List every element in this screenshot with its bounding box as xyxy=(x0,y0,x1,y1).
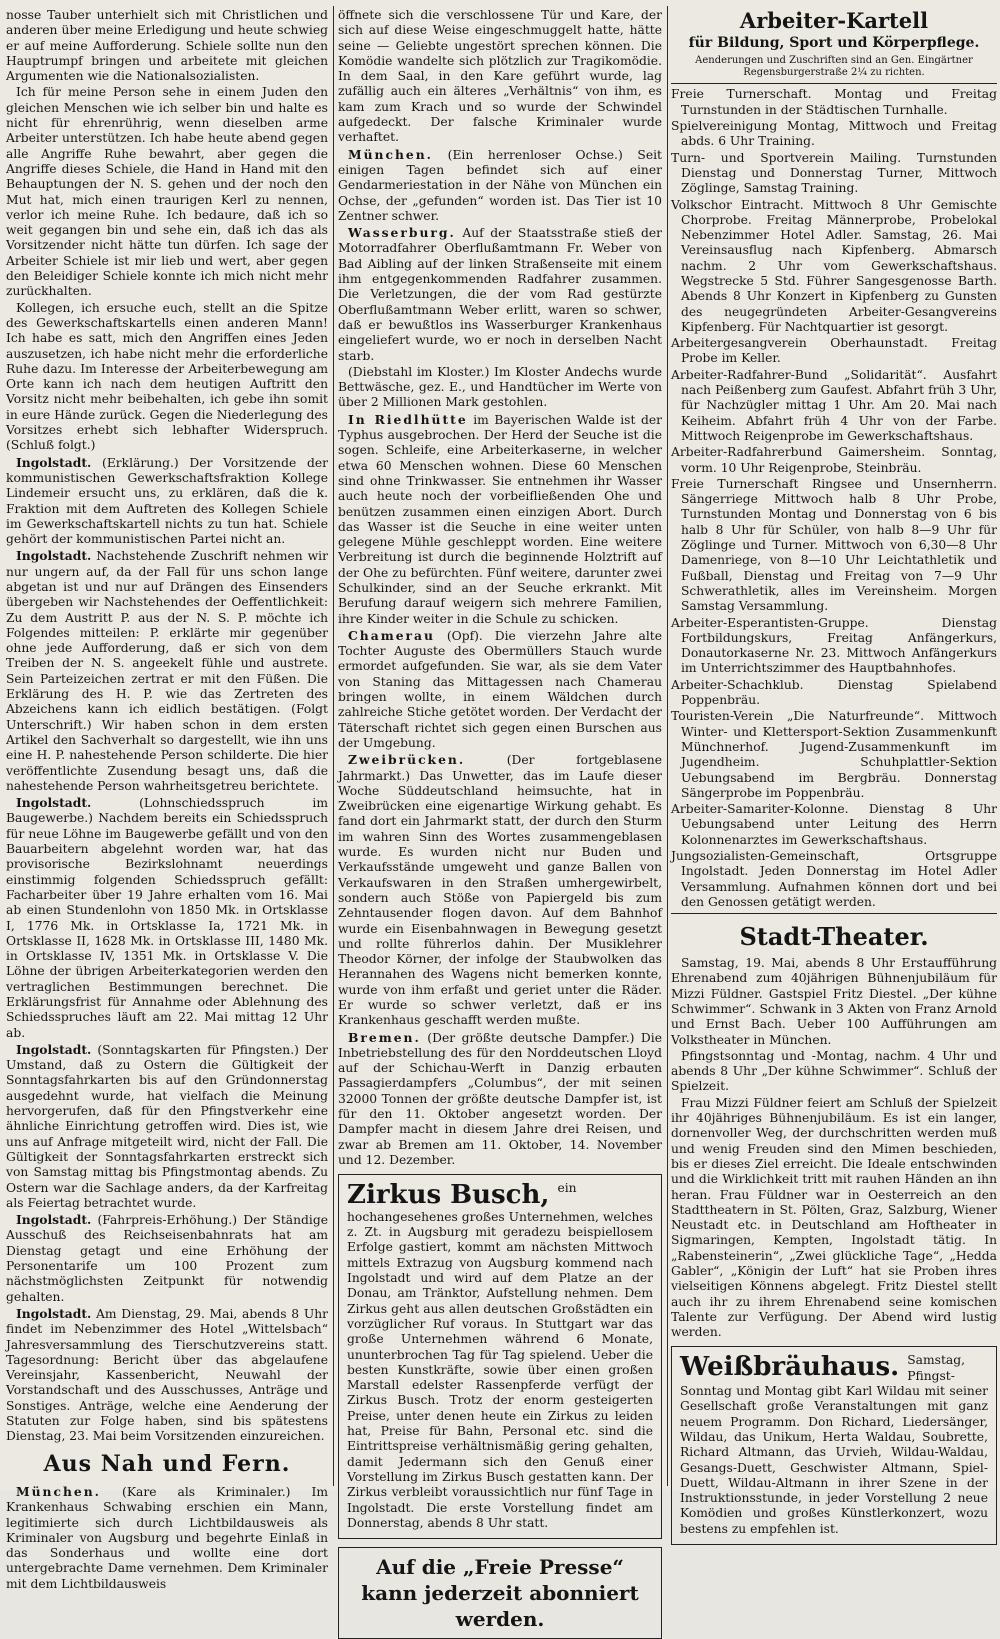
article-text: (Ein herrenloser Ochse.) Seit einigen Tagen befindet sich auf einer Gendarmeriestation in der Nähe von München ein Ochse, der „gefunden“ worden ist. Das Tier ist 10 Zentner schwer. xyxy=(338,147,662,223)
dateline: Ingolstadt. xyxy=(16,548,92,564)
club-entry: Turn- und Sportverein Mailing. Turnstunden Dienstag und Donnerstag Turner, Mittwoch Zöglinge, Samstag Training. xyxy=(671,150,997,196)
theater-paragraph: Pfingstsonntag und -Montag, nachm. 4 Uhr und abends 8 Uhr „Der kühne Schwimmer“. Schluß der Spielzeit. xyxy=(671,1048,997,1094)
section-heading: Aus Nah und Fern. xyxy=(43,1450,291,1477)
column-rule xyxy=(667,6,668,1486)
article-paragraph: nosse Tauber unterhielt sich mit Christlichen und anderen über meine Erledigung und heute schwieg er auf meine Aufforderung. Schiele sollte nun den Hauptrumpf bringen und arbeitete mit gleichen Argumenten wie die Nationalsozialisten. xyxy=(6,8,328,84)
article-paragraph xyxy=(6,1306,328,1445)
dateline: Ingolstadt. xyxy=(16,454,92,470)
club-entry: Volkschor Eintracht. Mittwoch 8 Uhr Gemischte Chorprobe. Freitag Männerprobe, Probelokal Nebenzimmer Hotel Adler. Samstag, 26. Mai Vereinsausflug nach Kipfenberg. Abmarsch nachm. 2 Uhr vom Gewerkschaftshaus. Wegstrecke 5 Std. Führer Sangesgenosse Barth. Abends 8 Uhr Konzert in Kipfenberg zu Gunsten des neugegründeten Arbeiter-Gesangvereins Kipfenberg. Für Nachtquartier ist gesorgt. xyxy=(671,197,997,334)
article-paragraph xyxy=(338,412,662,627)
weissbraeuhaus-advertisement xyxy=(671,1346,997,1545)
column-2 xyxy=(338,8,662,1632)
article-paragraph xyxy=(338,225,662,364)
article-text: im Bayerischen Walde ist der Typhus ausgebrochen. Der Herd der Seuche ist die sogen. Schleife, eine Arbeiterkaserne, in welcher etwa 60 Menschen wohnen. Diese 60 Menschen sind ohne Trinkwasser. Sie entnehmen ihr Wasser auch heute noch der vorbeifließenden Ohe und benützen zusammen einen einzigen Abort. Durch das Wasser ist die Seuche in eine weiter unten gelegene Mühle geschleppt worden. Eine weitere Verbreitung ist durch die beginnende Holztrift auf der Ohe zu befürchten. Fünf weitere, darunter zwei Schulkinder, sind an der Seuche erkrankt. Mit Berufung darauf weigern sich mehrere Familien, ihre Kinder weiter in die Schule zu schicken. xyxy=(338,412,662,626)
column-3 xyxy=(671,8,997,1536)
club-entry: Arbeiter-Samariter-Kolonne. Dienstag 8 Uhr Uebungsabend unter Leitung des Herrn Kolonnenarztes im Gewerkschaftshaus. xyxy=(671,802,997,847)
dateline: Ingolstadt. xyxy=(16,1212,92,1228)
zirkus-text: ein hochangesehenes großes Unternehmen, welches z. Zt. in Augsburg mit geradezu beispiellosem Erfolge gastiert, kommt am nächsten Mittwoch mittels Extrazug von Augsburg kommend nach Ingolstadt und wird auf dem Platze an der Donau, am Tränktor, Aufstellung nehmen. Dem Zirkus geht aus allen deutschen Großstädten ein vorzüglicher Ruf voraus. In Stuttgart war das große Unternehmen während 6 Monate, ununterbrochen Tag für Tag spielend. Ueber die besten Kunstkräfte, sowie über einen großen Marstall edelster Rassenpferde verfügt der Zirkus Busch. Trotz der enorm gesteigerten Preise, unter denen heute ein Zirkus zu leiden hat, Preise für Bahn, Personal etc. sind die Eintrittspreise verhältnismäßig gering gehalten, damit Jedermann sich den Genuß einer Vorstellung im Zirkus Busch gestatten kann. Der Zirkus verbleibt voraussichtlich nur fünf Tage in Ingolstadt. Die erste Vorstellung findet am Donnerstag, abends 8 Uhr statt. xyxy=(347,1181,653,1530)
article-text: (Opf). Die vierzehn Jahre alte Tochter Auguste des Obermüllers Stauch wurde ermordet aufgefunden. Sie war, als sie dem Vater von Staning das Mittagessen nach Chamerau bringen wollte, in einem Wäldchen durch zahlreiche Stiche getötet worden. Der Verdacht der Täterschaft richtet sich gegen einen Burschen aus der Umgebung. xyxy=(338,628,662,750)
club-entry: Arbeiter-Radfahrerbund Gaimersheim. Sonntag, vorm. 10 Uhr Reigenprobe, Steinbräu. xyxy=(671,445,997,475)
article-paragraph xyxy=(6,548,328,794)
article-text: (Lohnschiedsspruch im Baugewerbe.) Nachdem bereits ein Schiedsspruch für neue Löhne im Baugewerbe gefällt und von den Bauarbeitern abgelehnt worden war, hat das provisorische Bezirkslohnamt neuerdings einstimmig folgenden Schiedsspruch gefällt: Facharbeiter über 19 Jahre erhalten vom 16. Mai ab einen Stundenlohn von 1850 Mk. in Ortsklasse I, 1776 Mk. in Ortsklasse Ia, 1721 Mk. in Ortsklasse II, 1628 Mk. in Ortsklasse III, 1480 Mk. in Ortsklasse IV, 1351 Mk. in Ortsklasse V. Die Löhne der übrigen Arbeiterkategorien werden den vertraglichen Bestimmungen berechnet. Die Erklärungsfrist für Annahme oder Ablehnung des Schiedsspruches läuft am 22. Mai mittag 12 Uhr ab. xyxy=(6,796,328,1040)
club-entry: Jungsozialisten-Gemeinschaft, Ortsgruppe Ingolstadt. Jeden Donnerstag im Hotel Adler Versammlung. Aufnahmen können dort und bei den Genossen getätigt werden. xyxy=(671,848,997,909)
club-entry: Spielvereinigung Montag, Mittwoch und Freitag abds. 6 Uhr Training. xyxy=(671,119,997,149)
weissbraeuhaus-title: Weißbräuhaus. xyxy=(680,1352,900,1383)
dateline: Bremen. xyxy=(348,1029,421,1045)
article-paragraph: Kollegen, ich ersuche euch, stellt an die Spitze des Gewerkschaftskartells einen anderen Mann! Ich habe es satt, mich den Angriffen eines Jeden auszusetzen, ich habe nicht mehr die erforderliche Ruhe dazu. Im Interesse der Arbeiterbewegung am Orte kann ich nach dem heutigen Auftritt den Vorsitz nicht mehr beibehalten, ich gebe ihn somit in eure Hände zurück. Gegen die Niederlegung des Vorsitzes erhebt sich lebhafter Widerspruch. (Schluß folgt.) xyxy=(6,300,328,453)
club-entry: Freie Turnerschaft Ringsee und Unsernherrn. Sängerriege Mittwoch halb 8 Uhr Probe, Turnstunden Montag und Donnerstag von 6 bis halb 8 Uhr für Schüler, von halb 8—9 Uhr für Zöglinge und Turner. Mittwoch von 6,30—8 Uhr Damenriege, von 8—10 Uhr Leichtathletik und Fußball, Dienstag und Freitag von 7—9 Uhr Schwerathletik, alles im Vereinsheim. Morgen Samstag Versammlung. xyxy=(671,476,997,614)
club-entry: Arbeiter-Esperantisten-Gruppe. Dienstag Fortbildungskurs, Freitag Anfängerkurs, Donautorkaserne Nr. 23. Mittwoch Anfängerkurs im Unterrichtszimmer des Hauptbahnhofes. xyxy=(671,615,997,676)
article-paragraph xyxy=(338,147,662,224)
dateline: Wasserburg. xyxy=(348,225,456,241)
theater-title: Stadt-Theater. xyxy=(739,922,929,952)
dateline: Ingolstadt. xyxy=(16,795,92,811)
dateline: Chamerau xyxy=(348,627,435,643)
weissbraeuhaus-text: Samstag, Pfingst-Sonntag und Montag gibt Karl Wildau mit seiner Gesellschaft große Veranstaltungen mit ganz neuem Programm. Don Richard, Liedersänger, Wildau, das Unikum, Herta Waldau, Soubrette, Richard Altmann, das Urvieh, Wildau-Waldau, Gesangs-Duett, Geschwister Altmann, Spiel-Duett, Wildau-Altmann in ihrer Szene in der Instruktionsstunde, in jeder Vorstellung 2 neue Komödien und großes Künstlerkonzert, wozu bestens zu empfehlen ist. xyxy=(680,1353,988,1536)
article-paragraph xyxy=(6,455,328,548)
article-paragraph xyxy=(338,752,662,1028)
kartell-subtitle: für Bildung, Sport und Körperpflege. xyxy=(688,35,980,52)
article-text: (Sonntagskarten für Pfingsten.) Der Umstand, daß zu Ostern die Gültigkeit der Sonntagsfahrkarten bis auf den Gründonnerstag ausgedehnt wurde, hat vielfach die Meinung hervorgerufen, daß für den Pfingstverkehr eine ähnliche Einrichtung getroffen wird. Dies ist, wie uns auf Anfrage mitgeteilt wird, nicht der Fall. Die Gültigkeit der Sonntagsfahrkarten erstreckt sich von Samstag mittag bis Pfingstmontag abends. Zu Ostern war die Sachlage anders, da der Karfreitag als Feiertag betrachtet wurde. xyxy=(6,1042,328,1210)
zirkus-title: Zirkus Busch, xyxy=(347,1180,550,1211)
column-rule xyxy=(333,6,334,1486)
article-text: (Der fortgeblasene Jahrmarkt.) Das Unwetter, das im Laufe dieser Woche Süddeutschland heimsuchte, hat in Zweibrücken eine eigenartige Wirkung gehabt. Es fand dort ein Jahrmarkt statt, der durch den Sturm im wahren Sinn des Wortes zusammengeblasen wurde. Es wurden nicht nur Buden und Verkaufsstände umgeweht und ganze Ballen von Verkaufswaren in den Straßen umhergewirbelt, sondern auch Stöße von Papiergeld bis zum Zehntausender flogen davon. Auf dem Bahnhof wurde ein Eisenbahnwagen in Bewegung gesetzt und rollte führerlos dahin. Der Musiklehrer Theodor Körner, der infolge der Staubwolken das Herannahen des Wagens nicht bemerken konnte, wurde von ihm erfaßt und geriet unter die Räder. Er wurde so schwer verletzt, daß er ins Krankenhaus geschafft werden mußte. xyxy=(338,753,662,1028)
club-entry: Arbeiter-Radfahrer-Bund „Solidarität“. Ausfahrt nach Peißenberg zum Gaufest. Abfahrt früh 3 Uhr, für Nachzügler mittag 1 Uhr. Am 20. Mai nach Keiheim. Abfahrt früh 4 Uhr von der Farbe. Mittwoch Reigenprobe im Gewerkschaftshaus. xyxy=(671,367,997,443)
column-1 xyxy=(6,8,328,1591)
article-paragraph xyxy=(6,1484,328,1592)
article-text: Auf der Staatsstraße stieß der Motorradfahrer Oberflußamtmann Fr. Weber von Bad Aibling auf der linken Straßenseite mit einem ihm entgegenkommenden Radfahrer zusammen. Die Verletzungen, die der vom Rad gestürzte Oberflußamtmann Weber erlitt, waren so schwer, daß er bewußtlos ins Wasserburger Krankenhaus eingeliefert wurde, wo er noch in derselben Nacht starb. xyxy=(338,226,662,363)
article-paragraph xyxy=(6,1042,328,1211)
article-text: Nachstehende Zuschrift nehmen wir nur ungern auf, da der Fall für uns schon lange abgetan ist und nur auf Drängen des Einsenders übergeben wir Nachstehendes der Oeffentlichkeit: Zu dem Austritt P. aus der N. S. P. möchte ich Folgendes mitteilen: P. erklärte mir gegenüber ohne jede Aufforderung, daß er sich von dem Treiben der N. S. angeekelt fühle und austrete. Sein Parteizeichen zertrat er mit den Füßen. Die Erklärung des H. P. wie das Zertreten des Abzeichens kann ich eidlich bestätigen. (Folgt Unterschrift.) Wir haben schon in dem ersten Artikel den Sachverhalt so dargestellt, wie ihn uns eine H. P. nahestehende Person schilderte. Die hier veröffentlichte Zusendung besagt uns, daß die nahestehende Person wahrheitsgetreu berichtete. xyxy=(6,549,328,793)
article-paragraph: (Diebstahl im Kloster.) Im Kloster Andechs wurde Bettwäsche, gez. E., und Handtücher im Werte von über 2 Millionen Mark gestohlen. xyxy=(338,364,662,410)
divider xyxy=(671,83,997,84)
article-paragraph xyxy=(6,1212,328,1305)
dateline: Zweibrücken. xyxy=(348,752,466,768)
dateline: Ingolstadt. xyxy=(16,1305,92,1321)
zirkus-advertisement xyxy=(338,1174,662,1539)
club-entry: Freie Turnerschaft. Montag und Freitag Turnstunden in der Städtischen Turnhalle. xyxy=(671,87,997,117)
article-paragraph xyxy=(338,1030,662,1169)
dateline: Ingolstadt. xyxy=(16,1041,92,1057)
article-text: (Erklärung.) Der Vorsitzende der kommunistischen Gewerkschaftsfraktion Kollege Lindemeir ersucht uns, zu erklären, daß die k. Fraktion mit dem Auftreten des Kollegen Schiele im Gewerkschaftskartell nichts zu tun hat. Schiele gehört der kommunistischen Partei nicht an. xyxy=(6,455,328,547)
article-paragraph xyxy=(338,628,662,751)
article-paragraph: öffnete sich die verschlossene Tür und Kare, der sich auf diese Weise eingeschmuggelt hatte, hätte seine — Geliebte ungestört sprechen können. Die Komödie wandelte sich plötzlich zur Tragikomödie. In dem Saal, in den Kare geführt wurde, lag zufällig auch ein älteres „Verhältnis“ von ihm, es kam zum Krach und so wurde der Schwindel aufgedeckt. Der falsche Kriminaler wurde verhaftet. xyxy=(338,8,662,145)
divider xyxy=(671,913,997,914)
dateline: München. xyxy=(16,1483,101,1499)
article-text: Am Dienstag, 29. Mai, abends 8 Uhr findet im Nebenzimmer des Hotel „Wittelsbach“ Jahresversammlung des Tierschutzvereins statt. Tagesordnung: Bericht über das abgelaufene Vereinsjahr, Kassenbericht, Neuwahl der Vorstandschaft und des Ausschusses, Anträge und Sonstiges. Anträge, welche eine Aenderung der Statuten zur Folge haben, sind bis spätestens Dienstag, 23. Mai beim Vorsitzenden einzureichen. xyxy=(6,1306,328,1444)
club-entry: Arbeitergesangverein Oberhaunstadt. Freitag Probe im Keller. xyxy=(671,336,997,366)
club-entry: Touristen-Verein „Die Naturfreunde“. Mittwoch Winter- und Klettersport-Sektion Zusammenkunft Münchnerhof. Jugend-Zusammenkunft im Jugendheim. Schuhplattler-Sektion Uebungsabend im Bergbräu. Donnerstag Sängerprobe im Poppenbräu. xyxy=(671,709,997,800)
article-text: (Fahrpreis-Erhöhung.) Der Ständige Ausschuß des Reichseisenbahnrats hat am Dienstag getagt und eine Erhöhung der Personentarife um 100 Prozent zum nächstmöglichsten Zeitpunkt für notwendig gehalten. xyxy=(6,1213,328,1304)
theater-paragraph: Samstag, 19. Mai, abends 8 Uhr Erstaufführung Ehrenabend zum 40jährigen Bühnenjubiläum für Mizzi Füldner. Gastspiel Fritz Diestel. „Der kühne Schwimmer“. Schwank in 3 Akten von Franz Arnold und Ernst Bach. Ueber 100 Aufführungen am Volkstheater in München. xyxy=(671,956,997,1047)
article-text: (Kare als Kriminaler.) Im Krankenhaus Schwabing erschien ein Mann, legitimierte sich durch Lichtbildausweis als Kriminaler von Augsburg und begehrte Einlaß in das Sonderhaus und wollte eine dort untergebrachte Dame vernehmen. Dem Kriminaler mit dem Lichtbildausweis xyxy=(6,1484,328,1591)
dateline: München. xyxy=(348,146,433,162)
theater-paragraph: Frau Mizzi Füldner feiert am Schluß der Spielzeit ihr 40jähriges Bühnenjubiläum. Es ist ein langer, dornenvoller Weg, der durchschritten werden muß und wenig Freuden sind den Mimen beschieden, bis er dieses Ziel erreicht. Die Ideale entschwinden und die Wirklichkeit tritt mit rauhen Händen an ihn heran. Frau Füldner war in Oesterreich an den Stadttheatern in St. Pölten, Graz, Salzburg, Wiener Neustadt etc. in Deutschland am Hoftheater in Sigmaringen, Kempten, Ingolstadt tätig. In „Rabensteinerin“, „Zwei glückliche Tage“, „Hedda Gabler“, „Königin der Luft“ hat sie Proben ihres vielseitigen Könnens abgelegt. Fritz Diestel stellt auch ihr zu ihrem Ehrenabend seine komischen Talente zur Verfügung. Der Abend wird lustig werden. xyxy=(671,1095,997,1340)
article-text: (Der größte deutsche Dampfer.) Die Inbetriebstellung des für den Norddeutschen Lloyd auf der Schichau-Werft in Danzig erbauten Passagierdampfers „Columbus“, der mit seinen 32000 Tonnen der größte deutsche Dampfer ist, ist für den 11. Oktober angesetzt worden. Der Dampfer macht in diesem Jahre drei Reisen, und zwar ab Bremen am 11. Oktober, 14. November und 12. Dezember. xyxy=(338,1030,662,1167)
subscribe-notice: Auf die „Freie Presse“ kann jederzeit abonniert werden. xyxy=(338,1547,662,1639)
dateline: In Riedlhütte xyxy=(348,411,468,427)
kartell-title: Arbeiter-Kartell xyxy=(739,8,929,33)
club-entry: Arbeiter-Schachklub. Dienstag Spielabend Poppenbräu. xyxy=(671,677,997,708)
article-paragraph: Ich für meine Person sehe in einem Juden den gleichen Menschen wie ich selber bin und halte es nicht für ehrenrührig, wenn dieselben arme Arbeiter unterstützen. Ich habe heute abend gegen alle Angriffe Ruhe bewahrt, aber gegen die Angriffe dieses Schiele, die Hand in Hand mit den Behauptungen der N. S. gehen und der noch den Mut hat, mich einen traurigen Kerl zu nennen, verlor ich meine Ruhe. Ich bedaure, daß ich so weit gegangen bin und sehe ein, daß ich das als Vorsitzender nicht hätte tun dürfen. Ich sage der Arbeiter Schiele ist mir lieb und wert, aber gegen den Beleidiger Schiele konnte ich mich nicht mehr zurückhalten. xyxy=(6,85,328,299)
kartell-note: Aenderungen und Zuschriften sind an Gen. Eingärtner Regensburgerstraße 2¼ zu richten. xyxy=(695,54,973,78)
article-paragraph xyxy=(6,795,328,1041)
